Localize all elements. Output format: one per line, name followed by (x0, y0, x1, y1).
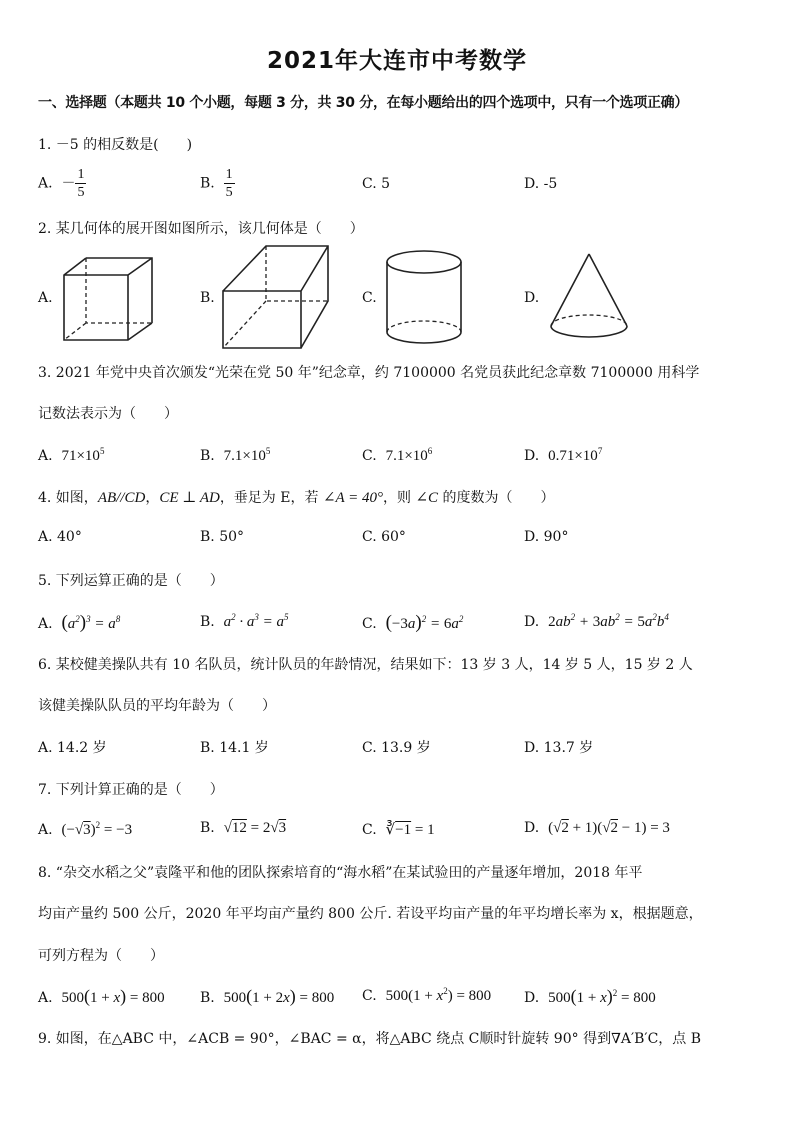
math-expression: $71\times 10^5$ (61, 446, 105, 464)
math-expression: $7.1\times 10^5$ (223, 446, 271, 464)
question-8-option-d[interactable] (524, 986, 656, 1007)
option-label: D. (524, 820, 540, 836)
option-label: A. (38, 175, 53, 192)
option-label: B. (200, 448, 215, 464)
option-label: B. (200, 614, 215, 630)
question-1-option-c[interactable]: C. 5 (362, 176, 391, 192)
question-1-stem: 1. －5 的相反数是( ) (38, 137, 193, 153)
question-2-option-a[interactable]: A. (38, 290, 53, 306)
question-3-stem-line2: 记数法表示为（ ） (38, 406, 178, 422)
denominator: 5 (77, 185, 85, 200)
question-3-option-a[interactable] (38, 446, 104, 465)
question-6-option-d[interactable]: D. 13.7 岁 (524, 740, 594, 756)
option-label: C. (362, 616, 377, 632)
question-8-option-b[interactable] (200, 986, 334, 1007)
question-7-option-b[interactable] (200, 820, 286, 837)
question-2-option-c[interactable]: C. (362, 290, 377, 306)
cuboid-icon (220, 243, 332, 351)
question-8-stem-line2: 均亩产量约 500 公斤，2020 年平均亩产量约 800 公斤. 若设平均亩产量的年平均增长率为 x，根据题意， (38, 906, 703, 922)
question-2-option-d[interactable]: D. (524, 290, 540, 306)
question-8-option-c[interactable] (362, 986, 491, 1005)
question-5-option-a[interactable] (38, 612, 120, 634)
option-label: D. (524, 990, 540, 1006)
math-expression: $(a^2)^3 = a^8$ (61, 612, 121, 633)
question-8-stem-line1: 8. “杂交水稻之父”袁隆平和他的团队探索培育的“海水稻”在某试验田的产量逐年增加，2018 年平 (38, 865, 643, 881)
question-7-stem: 7. 下列计算正确的是（ ） (38, 782, 224, 798)
fraction (224, 166, 235, 201)
question-1-option-b[interactable] (200, 166, 235, 201)
question-4-option-b[interactable]: B. 50° (200, 529, 245, 545)
question-5-option-b[interactable] (200, 612, 289, 631)
numerator: 1 (225, 167, 233, 182)
question-6-option-b[interactable]: B. 14.1 岁 (200, 740, 269, 756)
denominator: 5 (225, 185, 233, 200)
question-6-option-c[interactable]: C. 13.9 岁 (362, 740, 431, 756)
section-heading: 一、选择题（本题共 10 个小题，每题 3 分，共 30 分，在每小题给出的四个选项中，只有一个选项正确） (38, 95, 689, 111)
question-6-stem-line1: 6. 某校健美操队共有 10 名队员，统计队员的年龄情况，结果如下：13 岁 3 人，14 岁 5 人，15 岁 2 人 (38, 657, 693, 673)
question-3-stem-line1: 3. 2021 年党中央首次颁发“光荣在党 50 年”纪念章，约 7100000 名党员获此纪念章数 7100000 用科学 (38, 365, 700, 381)
question-4-option-a[interactable]: A. 40° (38, 529, 82, 545)
option-label: A. (38, 448, 53, 464)
option-label: C. (362, 988, 377, 1004)
option-label: B. (200, 175, 215, 192)
question-5-option-c[interactable] (362, 612, 463, 634)
question-6-option-a[interactable]: A. 14.2 岁 (38, 740, 107, 756)
math-expression: 500(1 + x) = 800 (61, 986, 165, 1006)
math-expression: $(-√3)^2 = -3$ (61, 820, 133, 838)
cone-icon (546, 250, 632, 340)
cube-icon (58, 255, 158, 345)
question-7-option-a[interactable] (38, 820, 132, 839)
math-expression: $a^2 \cdot a^3 = a^5$ (223, 612, 289, 630)
numerator: 1 (77, 167, 85, 182)
fraction (75, 166, 86, 201)
cylinder-icon (384, 248, 464, 348)
question-1-options (0, 166, 794, 200)
option-label: A. (38, 822, 53, 838)
question-3-option-c[interactable] (362, 446, 432, 465)
question-4-option-c[interactable]: C. 60° (362, 529, 406, 545)
question-7-option-d[interactable] (524, 820, 670, 837)
option-label: A. (38, 616, 53, 632)
math-expression: $500(1 + x)^2 = 800$ (548, 986, 656, 1006)
question-3-option-d[interactable] (524, 446, 602, 465)
question-1-option-d[interactable]: D. -5 (524, 176, 558, 192)
question-7-option-c[interactable] (362, 820, 435, 839)
question-4-stem: 4. 如图，AB//CD，CE ⊥ AD，垂足为 E，若 ∠A = 40°，则 ∠C 的度数为（ ） (38, 490, 555, 506)
question-2-stem: 2. 某几何体的展开图如图所示，该几何体是（ ） (38, 221, 364, 237)
math-expression: √12 = 2√3 (223, 820, 287, 836)
question-5-option-d[interactable] (524, 612, 669, 631)
question-1-option-a[interactable] (38, 166, 86, 201)
question-4-option-d[interactable]: D. 90° (524, 529, 569, 545)
math-expression: $(-3a)^2 = 6a^2$ (385, 612, 464, 633)
math-expression: $0.71\times 10^7$ (548, 446, 603, 464)
option-label: C. (362, 822, 377, 838)
question-5-stem: 5. 下列运算正确的是（ ） (38, 573, 224, 589)
option-label: D. (524, 614, 540, 630)
question-9-stem: 9. 如图，在△ABC 中，∠ACB = 90°，∠BAC = α，将△ABC 绕点 C顺时针旋转 90° 得到∇A′B′C，点 B (38, 1031, 702, 1047)
question-8-option-a[interactable] (38, 986, 165, 1007)
question-3-option-b[interactable] (200, 446, 270, 465)
math-expression: 500(1 + 2x) = 800 (223, 986, 335, 1006)
page-title: 2021年大连市中考数学 (266, 48, 527, 74)
math-expression: $500(1 + x^2) = 800$ (385, 986, 492, 1004)
math-expression: $7.1\times 10^6$ (385, 446, 433, 464)
option-label: A. (38, 990, 53, 1006)
question-8-stem-line3: 可列方程为（ ） (38, 948, 164, 964)
option-label: C. (362, 448, 377, 464)
math-expression: $2ab^2 + 3ab^2 = 5a^2b^4$ (548, 612, 669, 630)
option-label: D. (524, 448, 540, 464)
question-2-option-b[interactable]: B. (200, 290, 215, 306)
option-label: B. (200, 990, 215, 1006)
minus-sign: － (61, 175, 76, 192)
math-expression: ∛−1 = 1 (385, 822, 435, 838)
option-label: B. (200, 820, 215, 836)
question-6-stem-line2: 该健美操队队员的平均年龄为（ ） (38, 698, 276, 714)
math-expression: (√2 + 1)(√2 − 1) = 3 (548, 820, 670, 836)
